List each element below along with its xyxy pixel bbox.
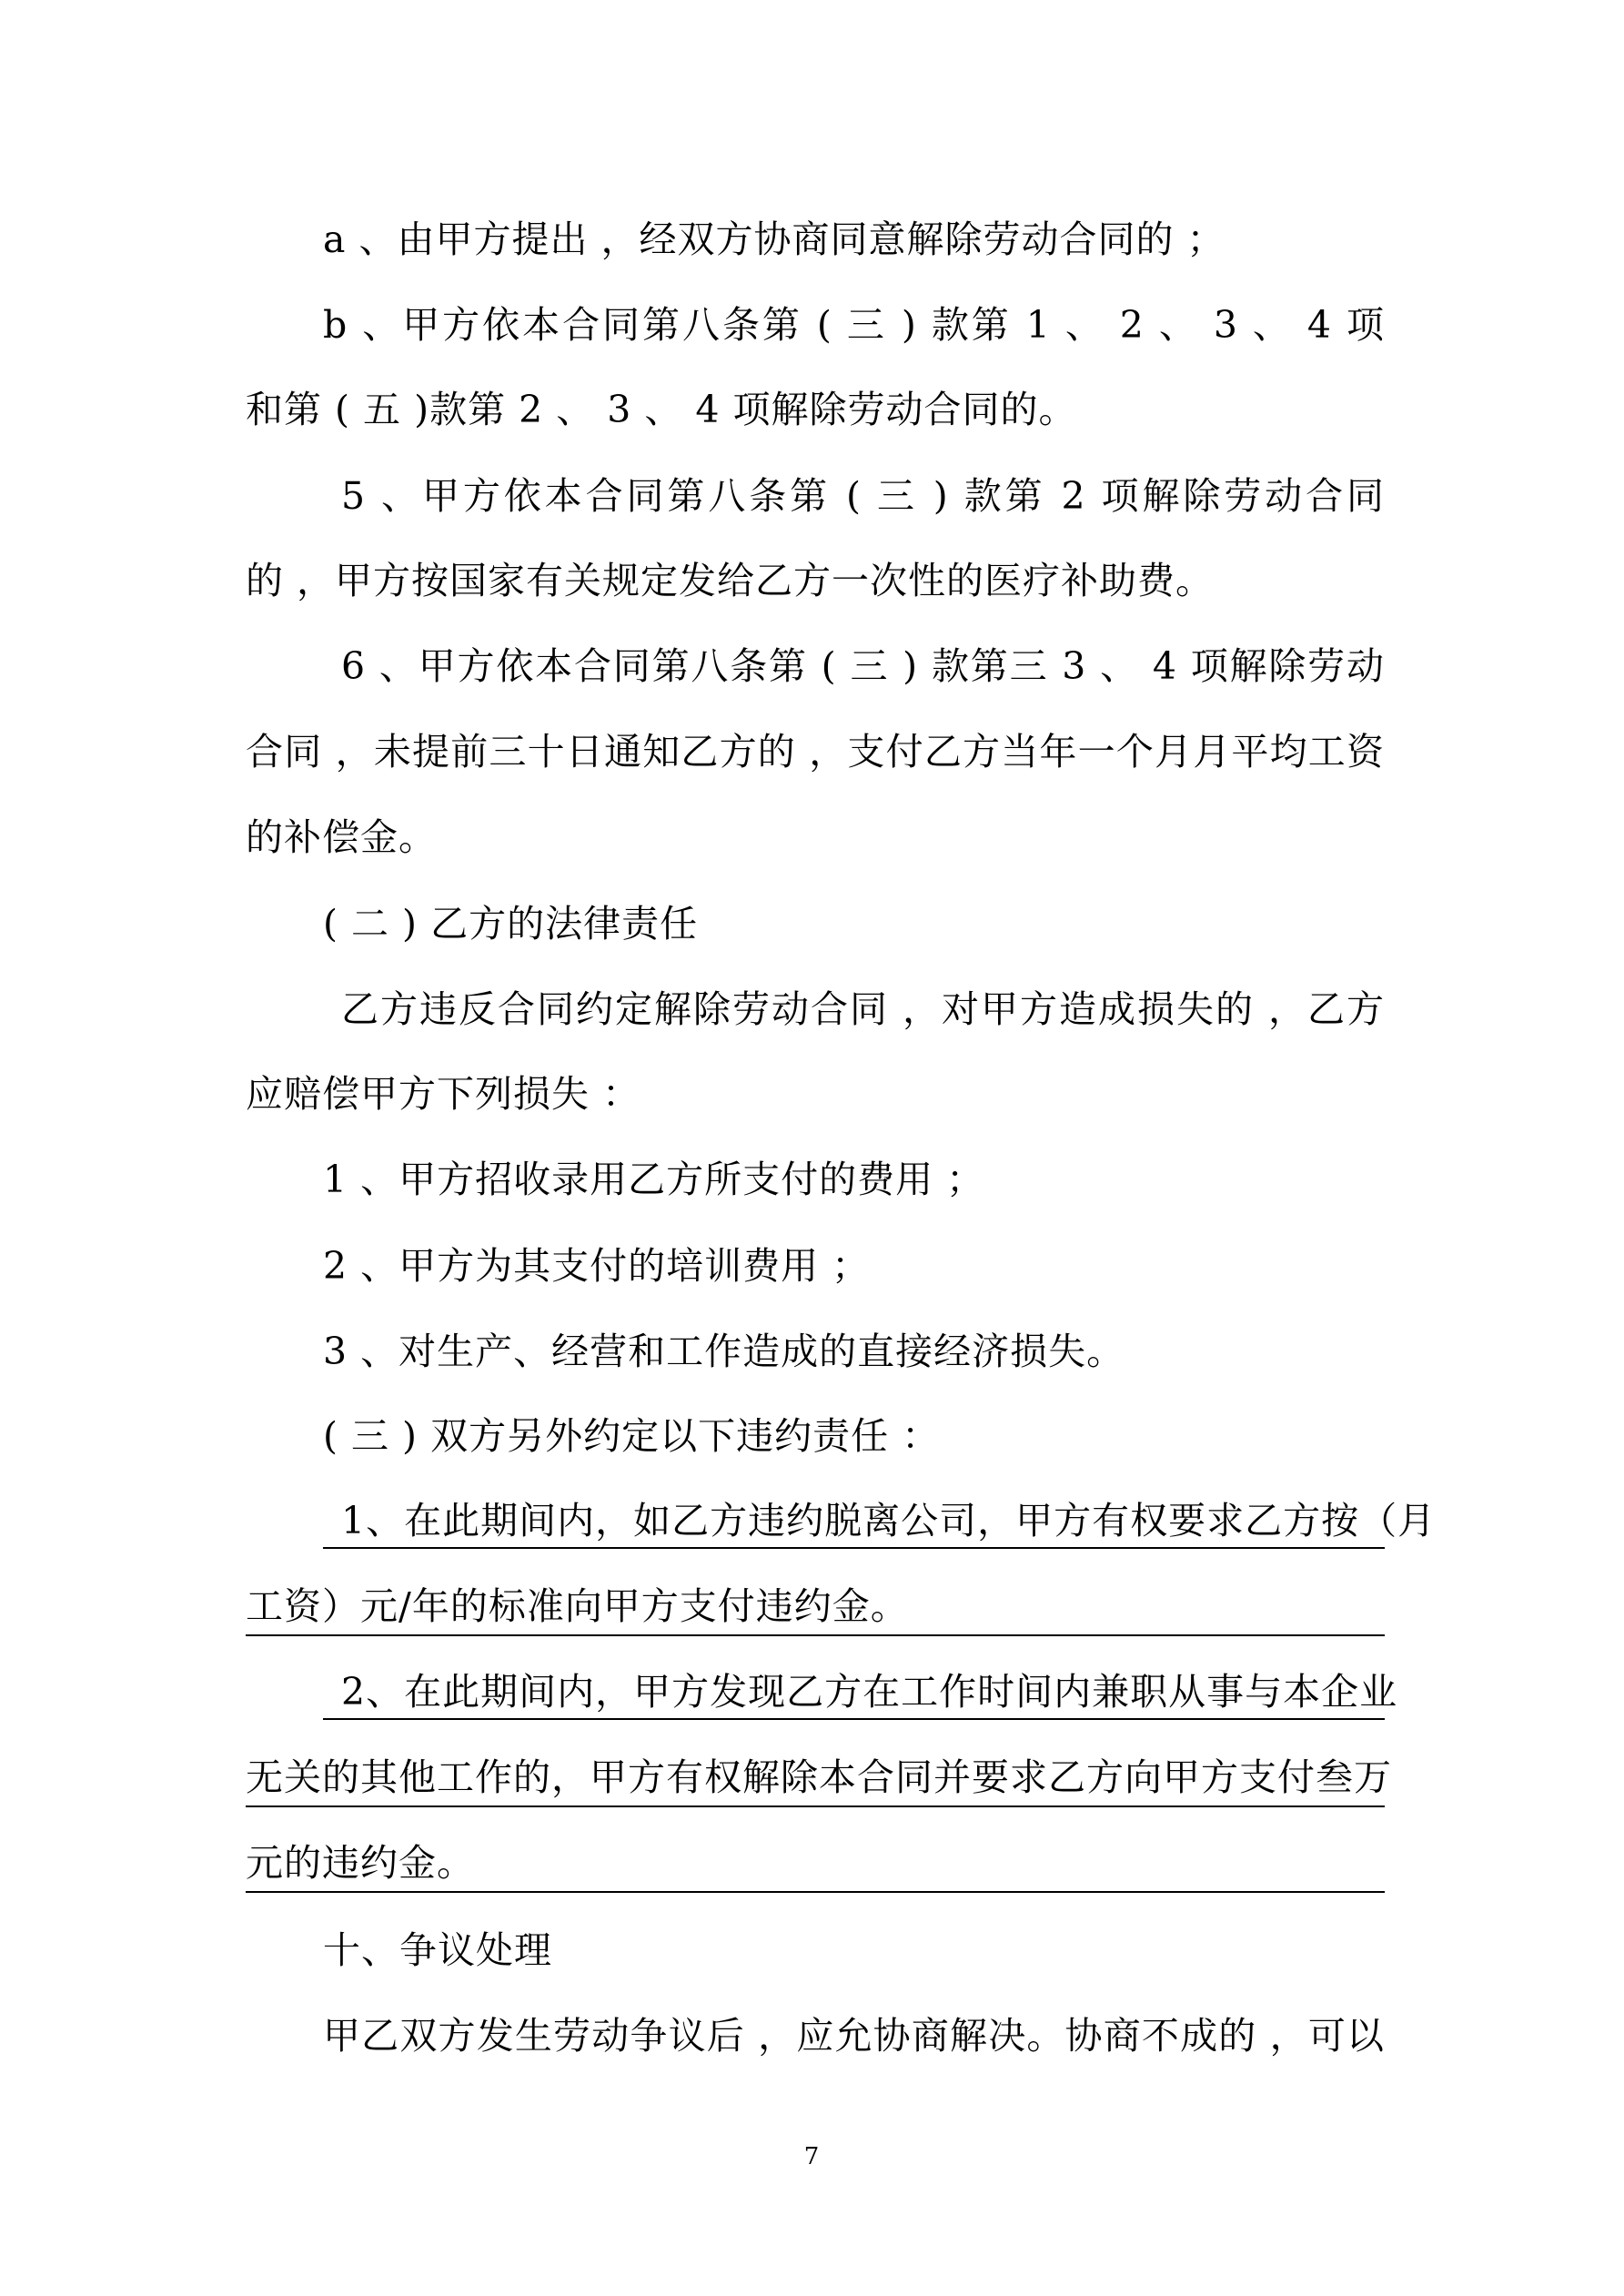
text-line-item-6: 6 、甲方依本合同第八条第 ( 三 ) 款第三 3 、 4 项解除劳动 [341, 644, 1385, 688]
section-heading-party-b-liability: ( 二 ) 乙方的法律责任 [323, 902, 699, 946]
text-line-party-b-breach-cont: 应赔偿甲方下列损失 ： [246, 1072, 641, 1116]
list-item-2: 2 、甲方为其支付的培训费用 ； [323, 1244, 871, 1288]
section-heading-additional-liability: ( 三 ) 双方另外约定以下违约责任 ： [323, 1414, 941, 1458]
text-line-item-6-cont: 合同 ，未提前三十日通知乙方的 ，支付乙方当年一个月月平均工资 [246, 730, 1385, 774]
text-line-b: b 、甲方依本合同第八条第 ( 三 ) 款第 1 、 2 、 3 、 4 项 [323, 303, 1385, 347]
text-line-dispute: 甲乙双方发生劳动争议后 ，应允协商解决。协商不成的 ，可以 [323, 2014, 1385, 2058]
text-line-b-cont: 和第 ( 五 )款第 2 、 3 、 4 项解除劳动合同的。 [246, 388, 1077, 431]
page-number: 7 [803, 2143, 820, 2170]
list-item-3: 3 、对生产、经营和工作造成的直接经济损失。 [323, 1330, 1125, 1373]
underlined-clause-1: 1、在此期间内，如乙方违约脱离公司，甲方有权要求乙方按（月 [323, 1494, 1385, 1549]
underlined-clause-2-cont: 无关的其他工作的，甲方有权解除本合同并要求乙方向甲方支付叁万 [246, 1751, 1385, 1807]
text-line-item-5: 5 、甲方依本合同第八条第 ( 三 ) 款第 2 项解除劳动合同 [341, 474, 1385, 518]
underlined-clause-2: 2、在此期间内，甲方发现乙方在工作时间内兼职从事与本企业 [323, 1665, 1385, 1720]
list-item-1: 1 、甲方招收录用乙方所支付的费用 ； [323, 1158, 985, 1201]
text-line-a: a 、由甲方提出 ，经双方协商同意解除劳动合同的 ； [323, 217, 1226, 261]
underlined-clause-1-cont: 工资）元/年的标准向甲方支付违约金。 [246, 1580, 1385, 1636]
section-heading-dispute: 十、争议处理 [323, 1928, 552, 1972]
text-line-party-b-breach: 乙方违反合同约定解除劳动合同 ，对甲方造成损失的 ，乙方 [341, 987, 1385, 1031]
underlined-clause-2-end: 元的违约金。 [246, 1836, 1385, 1893]
text-line-item-5-cont: 的 ，甲方按国家有关规定发给乙方一次性的医疗补助费。 [246, 559, 1215, 602]
text-line-item-6-end: 的补偿金。 [246, 815, 437, 859]
